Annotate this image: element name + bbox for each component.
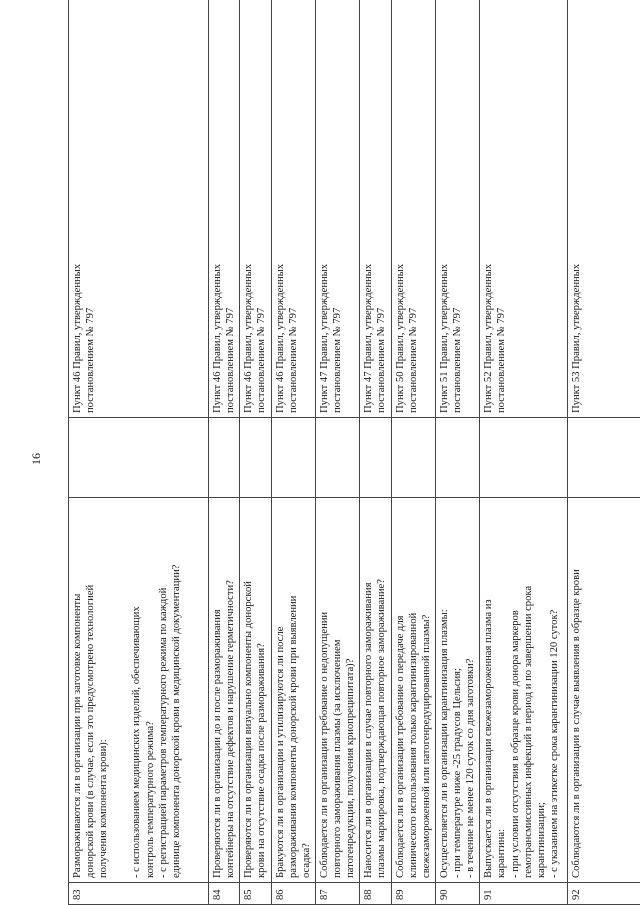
- question-cell: [271, 498, 315, 883]
- question-line: Проверяются ли в организации до и после размораживания: [212, 609, 223, 878]
- question-line: получения компонента крови):: [98, 739, 110, 878]
- question-line: Проверяются ли в организации визуально компоненты донорской: [243, 581, 255, 878]
- question-line: - при условии отсутствия в образце крови донора маркеров: [509, 610, 521, 878]
- reference-cell: [568, 0, 640, 418]
- question-line: Бракуются ли в организации и утилизируются ли после: [274, 626, 286, 878]
- table-row: [271, 0, 315, 905]
- question-line: осадка?: [300, 843, 312, 878]
- question-cell: [568, 498, 640, 883]
- question-line: плазмы маркировка, подтверждающая повторное замораживание?: [376, 579, 388, 878]
- reference-line: постановлением № 797: [407, 307, 419, 413]
- reference-line: Пункт 52 Правил, утвержденных: [483, 263, 495, 413]
- row-number: 89: [391, 883, 435, 905]
- question-line: - при температуре ниже -25 градусов Цельсия;: [452, 667, 463, 878]
- reference-line: Пункт 51 Правил, утвержденных: [438, 263, 450, 413]
- table-row: [69, 0, 209, 905]
- table-row: [209, 0, 240, 905]
- question-line: повторного замораживания плазмы (за исключением: [332, 639, 343, 878]
- question-line: донорской крови (в случае, если это предусмотрено технологией: [85, 584, 97, 878]
- question-line: Соблюдается ли в организации требование о недопущении: [318, 611, 330, 878]
- question-line: гемотрансмиссивных инфекций в период и по завершении срока: [522, 585, 534, 878]
- answer-cell: [435, 418, 479, 498]
- row-number: 87: [315, 883, 359, 905]
- question-cell: [480, 498, 568, 883]
- reference-line: Пункт 46 Правил, утвержденных: [274, 263, 286, 413]
- question-line: свежезамороженной или патогенредуцированной плазмы?: [420, 614, 432, 878]
- row-number: 90: [435, 883, 479, 905]
- reference-line: Пункт 46 Правил, утвержденных: [243, 263, 255, 413]
- answer-cell: [69, 418, 209, 498]
- answer-cell: [480, 418, 568, 498]
- reference-cell: [271, 0, 315, 418]
- reference-line: постановлением № 797: [85, 307, 97, 413]
- question-line: - в течение не менее 120 суток со дня заготовки?: [465, 658, 477, 878]
- question-line: Осуществляется ли в организации карантинизация плазмы:: [438, 609, 450, 878]
- reference-cell: [435, 0, 479, 418]
- row-number: 84: [209, 883, 240, 905]
- question-cell: [360, 498, 391, 883]
- question-line: Наносится ли в организации в случае повторного замораживания: [363, 582, 375, 878]
- rotated-table-area: [68, 0, 628, 905]
- question-line: карантинизации;: [535, 802, 547, 878]
- row-number: 85: [240, 883, 271, 905]
- question-line: контейнеры на отсутствие дефектов и нарушение герметичности?: [225, 580, 237, 878]
- checklist-table: [68, 0, 640, 905]
- reference-cell: [391, 0, 435, 418]
- reference-line: Пункт 46 Правил, утвержденных: [72, 263, 83, 413]
- table-row: [568, 0, 640, 905]
- question-line: крови на отсутствие осадка после размораживания?: [256, 643, 268, 878]
- table-row: [315, 0, 359, 905]
- question-line: - с указанием на этикетке срока карантинизации 120 суток?: [548, 609, 560, 878]
- reference-line: постановлением № 797: [287, 307, 299, 413]
- question-line: Размораживаются ли в организации при заготовке компоненты: [72, 593, 83, 878]
- reference-line: постановлением № 797: [496, 307, 508, 413]
- answer-cell: [315, 418, 359, 498]
- question-line: - с использованием медицинских изделий, обеспечивающих: [131, 606, 143, 878]
- question-line: Соблюдается ли в организации требование о передаче для: [394, 615, 406, 878]
- question-line: размораживания компоненты донорской крови при выявлении: [287, 595, 299, 878]
- spacer: [110, 502, 130, 878]
- reference-line: Пункт 53 Правил, утвержденных: [571, 263, 583, 413]
- reference-cell: [480, 0, 568, 418]
- question-cell: [69, 498, 209, 883]
- table-row: [240, 0, 271, 905]
- reference-cell: [315, 0, 359, 418]
- row-number: 88: [360, 883, 391, 905]
- reference-line: постановлением № 797: [225, 307, 237, 413]
- reference-line: Пункт 46 Правил, утвержденных: [212, 263, 223, 413]
- question-cell: [209, 498, 240, 883]
- answer-cell: [568, 418, 640, 498]
- reference-line: постановлением № 797: [332, 307, 343, 413]
- answer-cell: [271, 418, 315, 498]
- reference-cell: [360, 0, 391, 418]
- answer-cell: [391, 418, 435, 498]
- answer-cell: [240, 418, 271, 498]
- question-line: - с регистрацией параметров температурного режима по каждой: [157, 587, 169, 878]
- row-number: 83: [69, 883, 209, 905]
- question-cell: [435, 498, 479, 883]
- row-number: 86: [271, 883, 315, 905]
- question-cell: [315, 498, 359, 883]
- table-row: [360, 0, 391, 905]
- table-row: [480, 0, 568, 905]
- row-number: 92: [568, 883, 640, 905]
- reference-line: Пункт 50 Правил, утвержденных: [394, 263, 406, 413]
- reference-line: Пункт 47 Правил, утвержденных: [318, 263, 330, 413]
- question-line: контроль температурного режима?: [144, 721, 156, 878]
- question-line: Выпускается ли в организации свежезамороженная плазма из: [483, 599, 495, 878]
- row-number: 91: [480, 883, 568, 905]
- reference-cell: [209, 0, 240, 418]
- question-line: Соблюдаются ли в организации в случае выявления в образце крови: [571, 569, 583, 878]
- question-cell: [240, 498, 271, 883]
- table-row: [391, 0, 435, 905]
- reference-line: Пункт 47 Правил, утвержденных: [363, 263, 375, 413]
- reference-line: постановлением № 797: [376, 307, 388, 413]
- reference-cell: [240, 0, 271, 418]
- reference-cell: [69, 0, 209, 418]
- question-cell: [391, 498, 435, 883]
- answer-cell: [209, 418, 240, 498]
- question-line: единице компонента донорской крови в медицинской документации?: [170, 564, 182, 878]
- question-line: патогенредукции, получения криопреципитата)?: [345, 658, 357, 878]
- reference-line: постановлением № 797: [256, 307, 268, 413]
- answer-cell: [360, 418, 391, 498]
- table-row: [435, 0, 479, 905]
- reference-line: постановлением № 797: [452, 307, 463, 413]
- question-line: карантина:: [496, 829, 508, 878]
- question-line: клинического использования только карантинизированной: [407, 612, 419, 878]
- page-number: 16: [29, 453, 43, 465]
